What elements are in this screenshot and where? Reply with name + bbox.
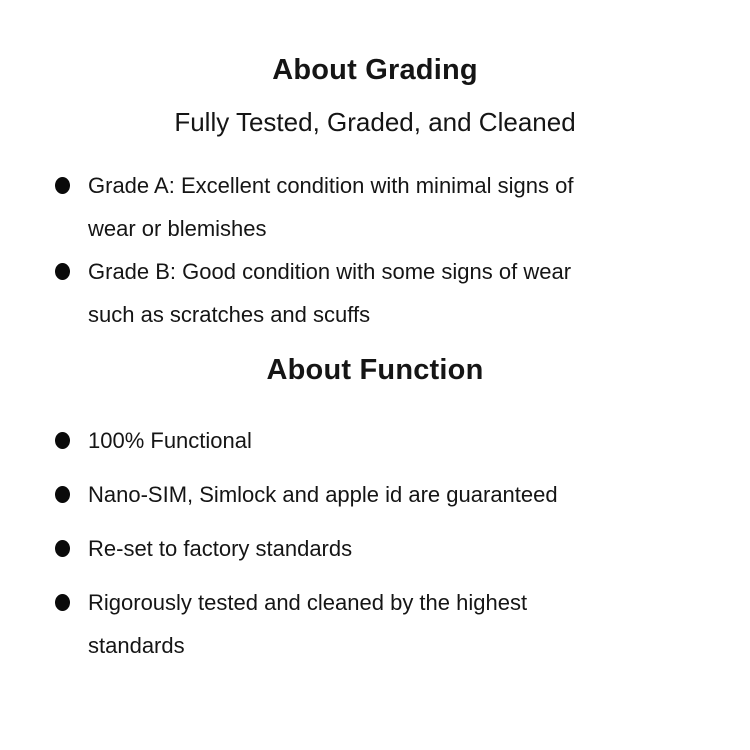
list-item-line: Rigorously tested and cleaned by the highest <box>88 590 528 615</box>
list-item-line: 100% Functional <box>88 428 252 453</box>
list-item-line: Grade A: Excellent condition with minimal signs of <box>88 173 574 198</box>
bullet-icon <box>55 177 70 194</box>
list-item-line: Re-set to factory standards <box>88 536 353 561</box>
list-item-factory-reset <box>55 527 710 570</box>
bullet-icon <box>55 540 70 557</box>
grading-subtitle: Fully Tested, Graded, and Cleaned <box>174 107 576 137</box>
bullet-icon <box>55 486 70 503</box>
bullet-icon <box>55 594 70 611</box>
bullet-icon <box>55 263 70 280</box>
list-item-functional <box>55 419 710 462</box>
function-list <box>0 419 750 667</box>
grading-list <box>0 164 750 336</box>
function-section-title: About Function <box>266 354 484 386</box>
list-item-grade-a <box>55 164 710 250</box>
list-item-line: Nano-SIM, Simlock and apple id are guaranteed <box>88 482 558 507</box>
list-item-tested-cleaned <box>55 581 710 667</box>
list-item-line: such as scratches and scuffs <box>88 302 371 327</box>
list-item-line: wear or blemishes <box>88 216 267 241</box>
list-item-line: Grade B: Good condition with some signs of wear <box>88 259 572 284</box>
list-item-line: standards <box>88 633 185 658</box>
bullet-icon <box>55 432 70 449</box>
list-item-sim-guarantee <box>55 473 710 516</box>
grading-section-title: About Grading <box>272 54 478 86</box>
list-item-grade-b <box>55 250 710 336</box>
